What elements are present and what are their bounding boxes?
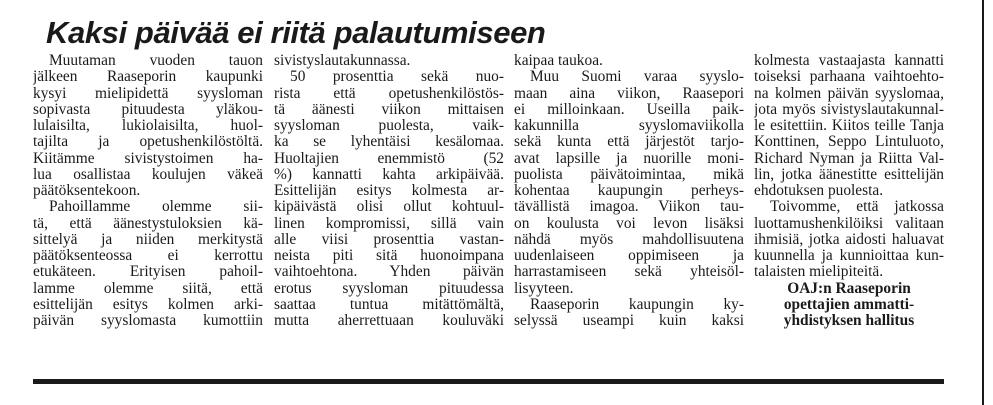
text-line: maan aina viikon, Raasepori: [514, 85, 744, 102]
text-line: sekä kunta että järjestöt tarjo-: [514, 134, 744, 151]
text-line: alle viisi prosenttia vastan-: [274, 231, 504, 248]
text-line: Esittelijän esitys kolmesta ar-: [274, 183, 504, 199]
text-line: Huoltajien enemmistö (52: [274, 150, 504, 167]
bottom-rule-divider: [33, 379, 944, 384]
text-line: ka se lyhentäisi kesälomaa.: [274, 134, 504, 151]
text-line: le esitettiin. Kiitos teille Tanja: [754, 118, 944, 134]
text-line: toiseksi parhaana vaihtoehto-: [754, 69, 944, 86]
text-line: kipäivästä olisi ollut kohtuul-: [274, 199, 504, 216]
text-line: etukäteen. Erityisen pahoil-: [33, 264, 263, 281]
text-line: puolista päivätoimintaa, mikä: [514, 166, 744, 183]
text-line: na kolmen päivän syyslomaa,: [754, 85, 944, 102]
text-line: Muu Suomi varaa syyslo-: [530, 69, 744, 86]
text-line: uudenlaiseen oppimiseen ja: [514, 248, 744, 264]
signature-line: yhdistyksen hallitus: [783, 313, 915, 329]
text-line: kolmesta vastaajasta kannatti: [754, 53, 944, 69]
article-column-2: [274, 53, 504, 329]
text-line: vaihtoehtona. Yhden päivän: [274, 264, 504, 281]
text-line: mutta aherrettuaan kouluväki: [274, 313, 504, 329]
text-line: kaipaa taukoa.: [514, 53, 603, 69]
text-line: kysyi mielipidettä syysloman: [33, 85, 263, 102]
text-line: sopivasta pituudesta yläkou-: [33, 101, 263, 118]
text-line: kakunnilla syyslomaviikolla: [514, 118, 744, 134]
text-line: selyssä useampi kuin kaksi: [514, 313, 744, 329]
text-line: %) kannatti kahta arkipäivää.: [274, 166, 504, 183]
text-line: Muutaman vuoden tauon: [49, 53, 263, 69]
text-line: kohentaa kaupungin perheys-: [514, 183, 744, 199]
text-line: lamme olemme siitä, että: [33, 280, 263, 297]
text-line: Konttinen, Seppo Lintuluoto,: [754, 134, 944, 151]
article-signature: [754, 281, 944, 330]
text-line: harrastamiseen sekä yhteisöl-: [514, 264, 744, 281]
text-line: Toivomme, että jatkossa: [770, 199, 944, 216]
text-line: erotus syysloman pituudessa: [274, 280, 504, 297]
text-line: päätöksenteossa ei kerrottu: [33, 248, 263, 264]
text-line: lin, jotka äänestitte esittelijän: [754, 166, 944, 183]
text-line: ei milloinkaan. Useilla paik-: [514, 101, 744, 118]
article-column-3: [514, 53, 744, 329]
text-line: linen kompromissi, sillä vain: [274, 215, 504, 232]
text-line: tävällistä imagoa. Viikon tau-: [514, 199, 744, 216]
text-line: Kiitämme sivistystoimen ha-: [33, 150, 263, 167]
text-line: ihmisiä, jotka aidosti haluavat: [754, 231, 944, 248]
article-column-4: [754, 53, 944, 329]
article-column-1: [33, 53, 263, 329]
text-line: on koulusta voi levon lisäksi: [514, 215, 744, 232]
text-line: tajilta ja opetushenkilöstöltä.: [33, 134, 263, 151]
text-line: 50 prosenttia sekä nuo-: [290, 69, 504, 86]
text-line: Raaseporin kaupungin ky-: [530, 296, 744, 313]
text-line: jälkeen Raaseporin kaupunki: [33, 69, 263, 86]
text-line: päivän syyslomasta kumottiin: [33, 313, 263, 329]
text-line: neista piti sitä huonoimpana: [274, 248, 504, 264]
signature-line: opettajien ammatti-: [783, 296, 915, 313]
text-line: talaisten mielipiteitä.: [754, 264, 884, 281]
text-line: nähdä myös mahdollisuutena: [514, 231, 744, 248]
text-line: Pahoillamme olemme sii-: [49, 199, 263, 216]
text-line: tä, että äänestystuloksien kä-: [33, 215, 263, 232]
text-line: lulaisilta, lukiolaisilta, huol-: [33, 118, 263, 134]
text-line: ehdotuksen puolesta.: [754, 183, 884, 199]
text-line: Richard Nyman ja Riitta Val-: [754, 150, 944, 167]
text-line: sivistyslautakunnassa.: [274, 53, 411, 69]
text-line: lua osallistaa koulujen väkeä: [33, 166, 263, 183]
article-headline: Kaksi päivää ei riitä palautumiseen: [46, 15, 546, 50]
text-line: jota myös sivistyslautakunnal-: [754, 101, 944, 118]
text-line: saattaa tuntua mitättömältä,: [274, 296, 504, 313]
signature-line: OAJ:n Raaseporin: [787, 280, 911, 297]
text-line: avat lapsille ja nuorille moni-: [514, 150, 744, 167]
article-body: [0, 53, 993, 383]
text-line: lisyyteen.: [514, 280, 574, 297]
text-line: esittelijän esitys kolmen arki-: [33, 296, 263, 313]
text-line: luottamushenkilöiksi valitaan: [754, 215, 944, 232]
text-line: tä äänesti viikon mittaisen: [274, 101, 504, 118]
text-line: kuunnella ja kunnioittaa kun-: [754, 248, 944, 264]
text-line: päätöksentekoon.: [33, 183, 141, 199]
text-line: syysloman puolesta, vaik-: [274, 118, 504, 134]
text-line: rista että opetushenkilöstös-: [274, 85, 504, 102]
text-line: sittelyä ja niiden merkitystä: [33, 231, 263, 248]
side-rule-divider: [982, 0, 984, 405]
